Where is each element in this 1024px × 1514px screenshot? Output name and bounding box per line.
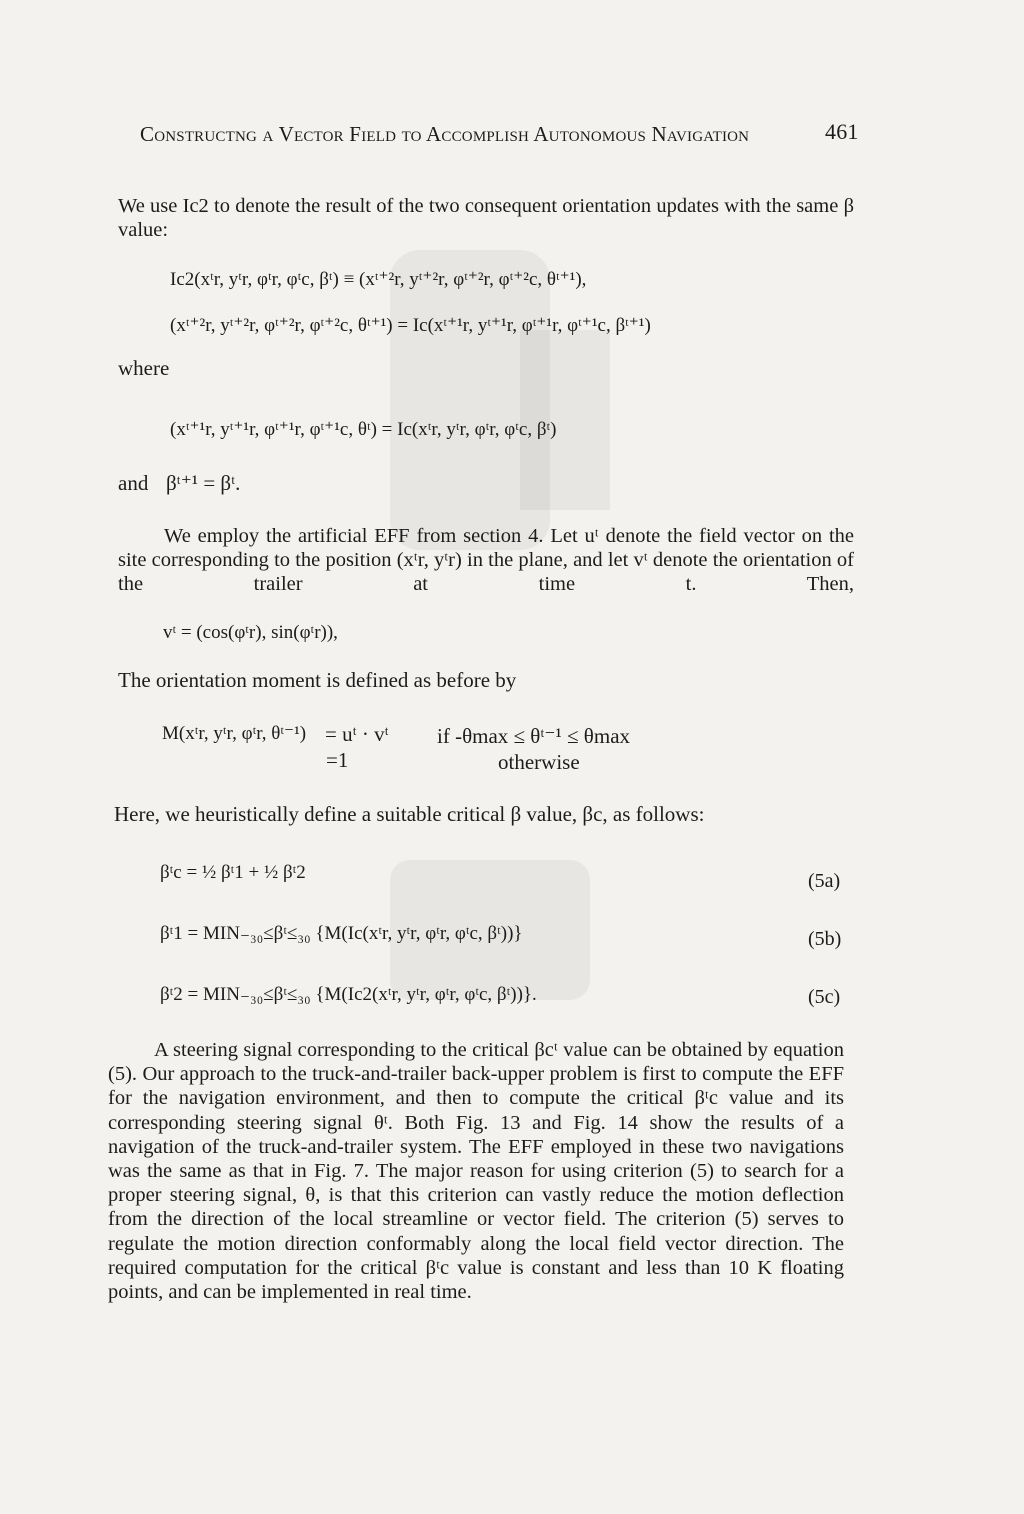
running-header-title: Constructng a Vector Field to Accomplish Autonomous Navigation [140,122,750,146]
equation-number-5a: (5a) [808,870,841,892]
equation-5b: βᵗ1 = MIN₋₃₀≤βᵗ≤₃₀ {M(Ic(xᵗr, yᵗr, φᵗr, φᵗc, βᵗ))} [160,923,523,944]
paragraph-steering-signal: A steering signal corresponding to the critical βcᵗ value can be obtained by equation (5). Our approach to the truck-and-trailer back-upper problem is first to compute the EFF for the navigation environment, and then to compute the critical βᵗc value and its corresponding steering signal θᵗ. Both Fig. 13 and Fig. 14 show the results of a navigation of the truck-and-trailer system. The EFF employed in these two navigations was the same as that in Fig. 7. The major reason for using criterion (5) to search for a proper steering signal, θ, is that this criterion can vastly reduce the motion deflection from the direction of the local streamline or vector field. The criterion (5) serves to regulate the motion direction conformably along the local field vector direction. The required computation for the critical βᵗc value is constant and less than 10 K floating points, and can be implemented in real time. [108,1039,844,1304]
equation-ic2-line1: Ic2(xᵗr, yᵗr, φᵗr, φᵗc, βᵗ) ≡ (xᵗ⁺²r, yᵗ⁺²r, φᵗ⁺²r, φᵗ⁺²c, θᵗ⁺¹), [170,269,587,290]
equation-5a: βᵗc = ½ βᵗ1 + ½ βᵗ2 [160,862,306,883]
paragraph-critical-beta: Here, we heuristically define a suitable critical β value, βc, as follows: [114,802,705,826]
equation-moment-lhs: M(xᵗr, yᵗr, φᵗr, θᵗ⁻¹) [162,723,307,744]
page-number: 461 [825,119,859,144]
equation-number-5c: (5c) [808,986,841,1008]
equation-moment-condition1: if -θmax ≤ θᵗ⁻¹ ≤ θmax [437,724,631,748]
paragraph-eff-intro: We employ the artificial EFF from section 4. Let uᵗ denote the field vector on the site corresponding to the position (xᵗr, yᵗr) in the plane, and let vᵗ denote the orientation of the trailer at time t. Then, [118,525,854,596]
paragraph-moment-intro: The orientation moment is defined as before by [118,668,517,692]
running-header [140,119,859,147]
equation-5c: βᵗ2 = MIN₋₃₀≤βᵗ≤₃₀ {M(Ic2(xᵗr, yᵗr, φᵗr, φᵗc, βᵗ))}. [160,984,537,1005]
equation-ic2-line2: (xᵗ⁺²r, yᵗ⁺²r, φᵗ⁺²r, φᵗ⁺²c, θᵗ⁺¹) = Ic(xᵗ⁺¹r, yᵗ⁺¹r, φᵗ⁺¹r, φᵗ⁺¹c, βᵗ⁺¹) [170,315,651,336]
equation-beta-update: βᵗ⁺¹ = βᵗ. [166,471,241,495]
equation-ic1: (xᵗ⁺¹r, yᵗ⁺¹r, φᵗ⁺¹r, φᵗ⁺¹c, θᵗ) = Ic(xᵗr, yᵗr, φᵗr, φᵗc, βᵗ) [170,419,557,440]
and-label: and [118,471,149,495]
equation-moment-case2: =1 [326,748,349,772]
equation-moment-case1: = uᵗ · vᵗ [325,722,389,746]
equation-number-5b: (5b) [808,928,842,950]
paragraph-ic2-intro: We use Ic2 to denote the result of the two consequent orientation updates with the same β value: [118,195,854,242]
equation-moment-condition2: otherwise [498,750,580,774]
equation-trailer-orientation: vᵗ = (cos(φᵗr), sin(φᵗr)), [163,622,338,643]
where-label: where [118,356,170,380]
